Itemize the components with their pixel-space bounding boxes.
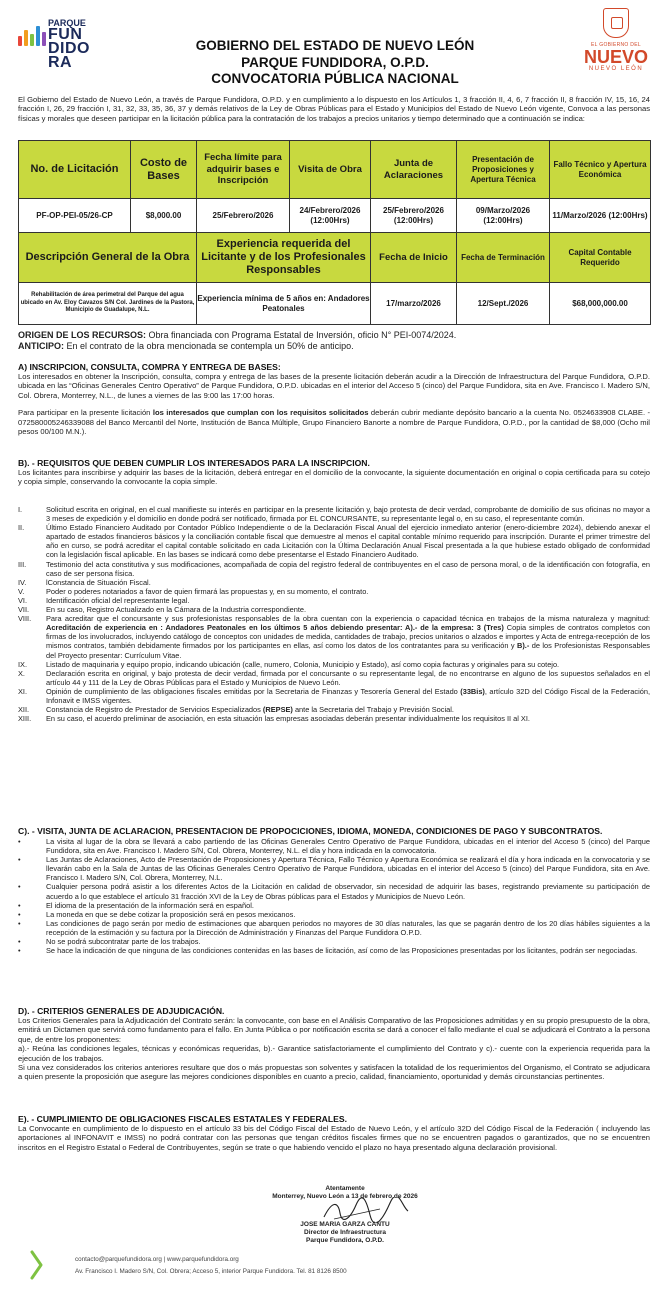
list-item [18, 901, 650, 910]
item-text: En su caso, Registro Actualizado en la Cámara de la Industria correspondiente. [46, 605, 307, 615]
item-text: El idioma de la presentación de la información será en español. [46, 900, 254, 910]
cell-costo: $8,000.00 [131, 199, 197, 233]
list-item [18, 614, 650, 659]
header-fecha-terminacion: Fecha de Terminación [457, 233, 550, 283]
header-fecha-inicio: Fecha de Inicio [371, 233, 457, 283]
header-descripcion: Descripción General de la Obra [19, 233, 197, 283]
cell-experiencia: Experiencia mínima de 5 años en: Andadores Peatonales [197, 283, 371, 325]
page-title [150, 38, 520, 88]
item-number: X. [18, 668, 25, 678]
state-logo-small: EL GOBIERNO DEL [591, 42, 641, 48]
parque-fundidora-logo [18, 14, 128, 74]
list-item [18, 855, 650, 882]
section-a-title: A) INSCRIPCION, CONSULTA, COMPRA Y ENTREGA DE BASES: [18, 362, 281, 372]
cell-junta: 25/Febrero/2026 (12:00Hrs) [371, 199, 457, 233]
section-c-title: C). - VISITA, JUNTA DE ACLARACION, PRESENTACION DE PROPOCICIONES, IDIOMA, MONEDA, CONDICIONES DE PAGO Y SUBCONTRATOS. [18, 826, 603, 836]
signature-icon [320, 1197, 410, 1223]
section-a-p2 [18, 408, 650, 436]
section-d-title: D). - CRITERIOS GENERALES DE ADJUDICACIÓN. [18, 1006, 225, 1016]
logo-line1: FUN [48, 26, 83, 43]
header-fallo: Fallo Técnico y Apertura Económica [550, 141, 651, 199]
viii-a: Para acreditar que el concursante y sus profesionistas responsables de la obra cuentan con la experiencia o capacidad técnica en trabajos de la misma naturaleza y magnitud: [46, 614, 650, 624]
header-capital: Capital Contable Requerido [550, 233, 651, 283]
item-text: Declaración escrita en original, y bajo protesta de decir verdad, firmada por el concursante o su representante legal, de no encontrarse en alguno de los supuestos señalados en el artículo 44 y 111 de la Ley de Obras Públicas para el Estado y Municipios de Nuevo León. [46, 668, 650, 687]
list-item [18, 560, 650, 578]
logo-line2: DIDO [48, 40, 90, 57]
section-a-p1: Los interesados en obtener la Inscripción, consulta, compra y entrega de las bases de la presente licitación deberán acudir a la Dirección de Infraestructura del Parque Fundidora, O.P.D. ubicada en las “Oficinas Generales Centro Operativo” de Parque Fundidora, O.P.D. ubicadas en el interior del Acceso 5 (cinco) del Parque Fundidora, sita en Ave. Francisco I. Madero S/N, Col. Obrera, Monterrey, N.L., de lunes a viernes de las 9:00 las 17:00 horas. [18, 372, 650, 400]
item-number: V. [18, 586, 25, 596]
list-item [18, 669, 650, 687]
item-number: XI. [18, 686, 28, 696]
item-number: VII. [18, 605, 30, 615]
item-number: XII. [18, 705, 30, 715]
section-e-p1: La Convocante en cumplimiento de lo dispuesto en el artículo 33 bis del Código Fiscal del Estado de Nuevo León, y el artículo 32D del Código Fiscal de la Federación ( incluyendo las aportaciones al INFONAVIT e IMSS) no podrá contratar con las personas que tengan créditos fiscales firmes que no se encuentren pagados o garantizados, que no se encuentren inscritos en el Registro Estatal o Federal de Contribuyentes, según se trate o que habiendo vencido el plazo no haya presentado alguna declaración provisional. [18, 1124, 650, 1152]
header-junta: Junta de Aclaraciones [371, 141, 457, 199]
item-text: Solicitud escrita en original, en el cual manifieste su interés en participar en la presente licitación y, bajo protesta de decir verdad, comprobante de domicilio de sus oficinas no mayor a 3 meses de expedición y el domicilio en donde podrá ser notificado, firmada por EL CONCURSANTE, su representante legal o, en su caso, el representante común. [46, 505, 650, 524]
anticipo-label: ANTICIPO: [18, 340, 64, 351]
section-e [18, 1114, 650, 1152]
xi-c: , artículo 32D del Código Fiscal de la Federación, Infonavit e IMSS vigentes. [46, 686, 650, 705]
list-item [18, 714, 650, 723]
list-item [18, 523, 650, 559]
item-number: • [18, 855, 21, 865]
cell-fecha-limite: 25/Febrero/2026 [197, 199, 290, 233]
xi-b: (33Bis) [460, 686, 485, 696]
crest-icon [603, 8, 629, 38]
state-logo-big: NUEVO [583, 47, 648, 67]
nuevo-leon-logo [575, 8, 657, 88]
list-item [18, 910, 650, 919]
section-a-p2c: deberán cubrir mediante depósito bancario a la cuenta No. 0524633908 CLABE. - 072580005246339088 del Banco Mercantil del Norte, Institución de Banca Múltiple, Grupo Financiero Banorte a nombre de Parque Fundidora, O.P.D., por la cantidad de $8,000 (Ocho mil pesos 00/100 M.N.). [18, 408, 650, 437]
title-line1: GOBIERNO DEL ESTADO DE NUEVO LEÓN [195, 38, 475, 53]
header-costo-bases: Costo de Bases [131, 141, 197, 199]
item-text [46, 687, 650, 705]
xii-a: Constancia de Registro de Prestador de Servicios Especializados [46, 705, 263, 715]
list-item [18, 919, 650, 937]
header-experiencia: Experiencia requerida del Licitante y de los Profesionales Responsables [197, 233, 371, 283]
logo-bars-icon [18, 26, 46, 46]
xii-b: (REPSE) [262, 705, 293, 715]
item-text: La moneda en que se debe cotizar la proposición será en pesos mexicanos. [46, 909, 296, 919]
list-item [18, 937, 650, 946]
section-c-list [18, 837, 650, 955]
item-number: • [18, 882, 21, 892]
cell-fecha-inicio: 17/marzo/2026 [371, 283, 457, 325]
sign-place: Monterrey, Nuevo León a 13 de febrero de 2026 [272, 1193, 418, 1200]
item-number: • [18, 909, 21, 919]
section-b-intro: Los licitantes para inscribirse y adquirir las bases de la licitación, deberá entregar en el domicilio de la convocante, la siguiente documentación en original o copia certificada para su cotejo y copia simple, conservando la convocante la copia simple. [18, 468, 650, 487]
cell-fecha-terminacion: 12/Sept./2026 [457, 283, 550, 325]
cell-capital: $68,000,000.00 [550, 283, 651, 325]
section-d-p2: a).- Reúna las condiciones legales, técnicas y económicas requeridas, b).- Garantice satisfactoriamente el cumplimiento del Contrato y c).- cuente con la experiencia requerida para la ejecución de los trabajos. [18, 1044, 650, 1063]
section-b-list [18, 505, 650, 723]
item-text: Testimonio del acta constitutiva y sus modificaciones, acompañada de copia del registro federal de contribuyentes en el caso de persona moral, o de la identificación con fotografía, en caso de ser persona física. [46, 559, 650, 578]
footer-contact: contacto@parquefundidora.org | www.parquefundidora.org [75, 1256, 239, 1263]
item-number: • [18, 937, 21, 947]
item-text: Último Estado Financiero Auditado por Contador Público Independiente o de la Declaración Fiscal Anual del ejercicio inmediato anterior (enero-diciembre 2024), debiendo anexar el apartado de estados financieros básicos y la conciliación contable fiscal que demuestre al menos el capital contable mínimo requerido para inscripción. Durante el primer trimestre del año en curso, se podrá acreditar el capital contable solicitado en cada Licitación con la Última Declaración Anual Fiscal presentada a la que hubiese estado obligado de conformidad con la legislación fiscal aplicable. En las bases se indicará como debe presentarse el Estado Financiero Auditado. [46, 523, 650, 560]
signer-role1: Director de Infraestructura [304, 1229, 386, 1236]
header-no-licitacion: No. de Licitación [19, 141, 131, 199]
state-logo-sub: NUEVO LEÓN [588, 66, 644, 72]
list-item [18, 946, 650, 955]
item-text: En su caso, el acuerdo preliminar de asociación, en esta situación las empresas asociadas deberán presentar individualmente los requisitos II al XI. [46, 714, 530, 724]
origen-label: ORIGEN DE LOS RECURSOS: [18, 330, 147, 340]
anticipo-text: En el contrato de la obra mencionada se contempla un 50% de anticipo. [64, 340, 354, 351]
item-text: lConstancia de Situación Fiscal. [46, 577, 151, 587]
list-item [18, 505, 650, 523]
item-text: Las Juntas de Aclaraciones, Acto de Presentación de Proposiciones y Apertura Técnica, Fallo Técnico y Apertura Económica se realizará el día y hora indicada en la convocatoria y se llevarán cabo en la Sala de Juntas de las Oficinas Generales Centro Operativo de Parque Fundidora, ubicadas en el interior del Acceso 5 (cinco) del Parque Fundidora, sita en Ave. Francisco I. Madero S/N, Col. Obrera, Monterrey, N.L. [46, 855, 650, 883]
item-number: IX. [18, 659, 28, 669]
item-text: Poder o poderes notariados a favor de quien firmará las propuestas y, en su momento, el contrato. [46, 586, 369, 596]
section-c [18, 826, 650, 836]
cell-presentacion: 09/Marzo/2026 (12:00Hrs) [457, 199, 550, 233]
atentamente: Atentamente [325, 1185, 365, 1192]
item-text [46, 614, 650, 659]
section-a-p2b: los interesados que cumplan con los requisitos solicitados [152, 408, 369, 418]
viii-b: Acreditación de experiencia en : Andadores Peatonales en los últimos 5 años debiendo presentar: A).- de la empresa: 3 (Tres) [46, 623, 504, 633]
item-text: Las condiciones de pago serán por medio de estimaciones que abarquen periodos no mayores de 30 días naturales, las que se pagarán dentro de los 20 días hábiles siguientes a la recepción de la estimación y su factura por la Dirección de Administración y Finanzas del Parque Fundidora O.P.D. [46, 918, 650, 937]
section-d-p1: Los Criterios Generales para la Adjudicación del Contrato serán: la convocante, con base en el Análisis Comparativo de las Proposiciones admitidas y en su propio presupuesto de la obra, emitirá un Dictamen que servirá como fundamento para el fallo. En Junta Pública o por notificación escrita se dará a conocer el fallo mediante el cual se adjudicará el Contrato a la persona que, de entre los proponentes: [18, 1016, 650, 1044]
viii-d: B).- [517, 641, 530, 651]
title-line2: PARQUE FUNDIDORA, O.P.D. [241, 54, 429, 70]
item-text: No se podrá subcontratar parte de los trabajos. [46, 937, 201, 947]
section-b [18, 458, 650, 487]
item-number: • [18, 837, 21, 846]
header-presentacion: Presentación de Proposiciones y Apertura Técnica [457, 141, 550, 199]
list-item [18, 687, 650, 705]
cell-descripcion: Rehabilitación de área perimetral del Parque del agua ubicado en Av. Eloy Cavazos S/N Col. Jardines de la Pastora, Municipio de Guadalupe, N.L. [19, 283, 197, 325]
section-b-title: B). - REQUISITOS QUE DEBEN CUMPLIR LOS INTERESADOS PARA LA INSCRIPCION. [18, 458, 370, 468]
licitacion-table [18, 140, 650, 325]
logo-wordmark [48, 18, 90, 70]
item-text: Se hace la indicación de que ninguna de las condiciones contenidas en las bases de licitación, así como de las Proposiciones presentadas por los licitantes, podrán ser negociadas. [46, 946, 638, 956]
signer-role2: Parque Fundidora, O.P.D. [306, 1237, 384, 1244]
section-d-p3: Si una vez considerados los criterios anteriores resultare que dos o más propuestas son solventes y satisfacen la totalidad de los requerimientos del Organismo, el Contrato se adjudicara a quien presente la proposición que asegure las mejores condiciones disponibles en cuanto a precio, calidad, financiamiento, oportunidad y demás circunstancias pertinentes. [18, 1063, 650, 1082]
logo-small: PARQUE [48, 18, 86, 28]
item-text [46, 705, 650, 714]
item-text: La visita al lugar de la obra se llevará a cabo partiendo de las Oficinas Generales Centro Operativo de Parque Fundidora, ubicadas en el interior del Acceso 5 (cinco) del Parque Fundidora, sita en Ave. Francisco I. Madero S/N, Col. Obrera, Monterrey, N.L. el día y hora indicada en la convocatoria. [46, 837, 650, 856]
item-number: II. [18, 523, 25, 533]
viii-c: Copia simples de contratos completos con firmas de los involucrados, incluyendo catálogo de conceptos con unidades de medida, cantidades de trabajo, precios unitarios o alzados e importes y Acta de entrega-recepción de los mismos contratos, también debidamente firmados por los participantes en ellas, así como los datos de los contratantes para su verificación y [46, 623, 650, 651]
item-number: VI. [18, 595, 28, 605]
list-item [18, 596, 650, 605]
signer-name: JOSE MARIA GARZA CANTU [300, 1221, 390, 1228]
item-number: • [18, 900, 21, 910]
item-number: III. [18, 559, 27, 569]
list-item [18, 705, 650, 714]
footer-address: Av. Francisco I. Madero S/N, Col. Obrera; Acceso 5, interior Parque Fundidora. Tel. 81 8126 8500 [75, 1268, 347, 1275]
item-number: I. [18, 505, 23, 514]
intro-paragraph: El Gobierno del Estado de Nuevo León, a través de Parque Fundidora, O.P.D. y en cumplimiento a lo dispuesto en los Artículos 1, 3 fracción II, 4, 6, 7 fracción II, 8 fracción IV, 15, 16, 24 fracción I, 26, 29 fracción I, 31, 32, 33, 35, 36, 37 y demás relativos de la Ley de Obras Públicas para el Estado y Municipios del Estado de Nuevo León vigente, Convoca a las personas físicas y morales que deseen participar en la licitación pública para la contratación de los trabajos a precios unitarios y tiempo determinado que a continuación se indica: [18, 95, 650, 123]
list-item [18, 587, 650, 596]
header-fecha-limite: Fecha límite para adquirir bases e Inscripción [197, 141, 290, 199]
logo-line3: RA [48, 54, 73, 71]
xi-a: Opinión de cumplimiento de las obligaciones fiscales emitidas por la Secretaria de Finanzas y Tesorería General del Estado [46, 686, 461, 696]
title-line3: CONVOCATORIA PÚBLICA NACIONAL [211, 71, 459, 86]
list-item [18, 882, 650, 900]
item-text: Identificación oficial del representante legal. [46, 595, 190, 605]
list-item [18, 660, 650, 669]
list-item [18, 605, 650, 614]
chevron-right-icon [30, 1250, 44, 1280]
item-number: • [18, 946, 21, 956]
footer [0, 1244, 665, 1290]
item-number: XIII. [18, 714, 32, 724]
origen-anticipo [18, 330, 650, 351]
list-item [18, 578, 650, 587]
xii-c: ante la Secretaria del Trabajo y Previsión Social. [292, 705, 454, 715]
list-item [18, 837, 650, 855]
section-a [18, 362, 650, 436]
item-text: Listado de maquinaria y equipo propio, indicando ubicación (calle, numero, Colonia, Municipio y Estado), así como copia facturas y originales para su cotejo. [46, 659, 560, 669]
section-d [18, 1006, 650, 1082]
cell-fallo: 11/Marzo/2026 (12:00Hrs) [550, 199, 651, 233]
viii-e: de los Profesionistas Responsables del Proyecto presentar: Currículum Vitae. [46, 641, 650, 660]
item-number: VIII. [18, 614, 32, 624]
header-visita: Visita de Obra [290, 141, 371, 199]
section-e-title: E). - CUMPLIMIENTO DE OBLIGACIONES FISCALES ESTATALES Y FEDERALES. [18, 1114, 347, 1124]
section-a-p2a: Para participar en la presente licitación [18, 408, 153, 418]
item-text: Cualquier persona podrá asistir a los diferentes Actos de la Licitación en calidad de observador, sin necesidad de adquirir las bases, registrando previamente su participación de acuerdo a lo que establece el artículo 31 fracción XVI de la Ley de Obras públicas para el Estados y Municipios de Nuevo León. [46, 882, 650, 901]
item-number: • [18, 918, 21, 928]
cell-visita: 24/Febrero/2026 (12:00Hrs) [290, 199, 371, 233]
origen-text: Obra financiada con Programa Estatal de Inversión, oficio N° PEI-0074/2024. [146, 330, 457, 340]
cell-no-licitacion: PF-OP-PEI-05/26-CP [19, 199, 131, 233]
item-number: IV. [18, 577, 27, 587]
